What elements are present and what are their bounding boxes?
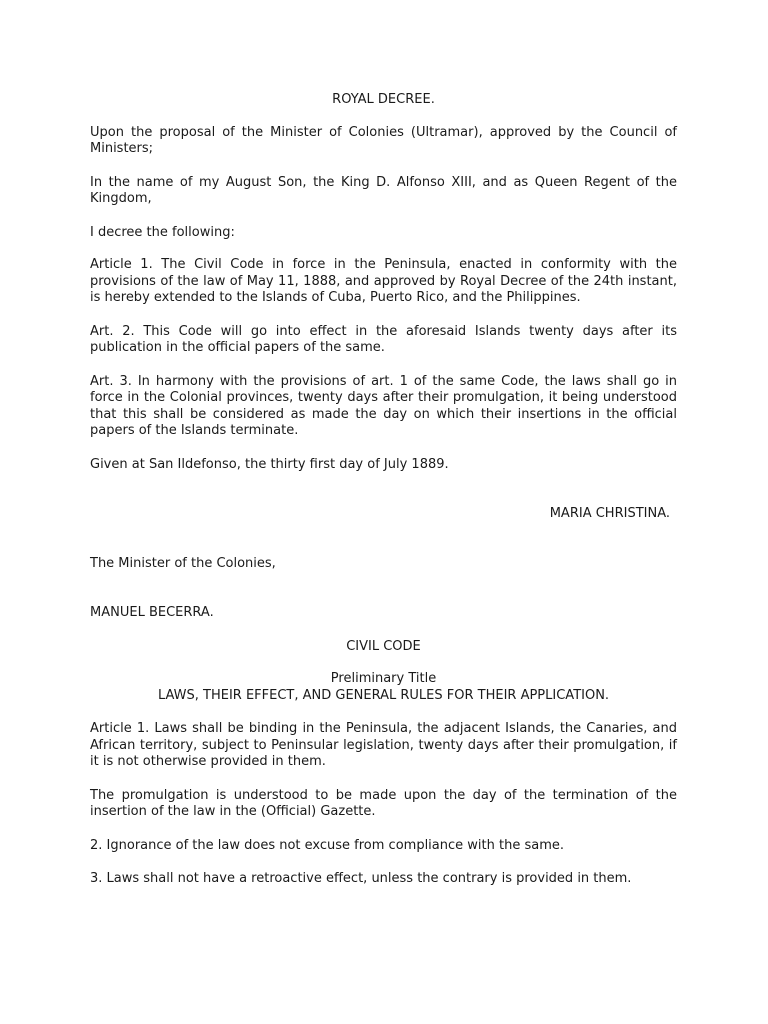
- preliminary-title: Preliminary Title: [330, 671, 437, 686]
- preliminary-heading: LAWS, THEIR EFFECT, AND GENERAL RULES FOR THEIR APPLICATION.: [157, 687, 610, 703]
- decree-article-1: Article 1. The Civil Code in force in the Peninsula, enacted in conformity with the provisions of the law of May 11, 1888, and approved by Royal Decree of the 24th instant, is hereby extended to the Islands of Cuba, Puerto Rico, and the Philippines.: [90, 257, 677, 305]
- document-page: [90, 92, 677, 888]
- decree-given-line: Given at San Ildefonso, the thirty first day of July 1889.: [90, 456, 449, 472]
- code-article-1: Article 1. Laws shall be binding in the Peninsula, the adjacent Islands, the Canaries, and African territory, subject to Peninsular legislation, twenty days after their promulgation, if it is not otherwise provided in them.: [90, 721, 677, 769]
- queen-signature: MARIA CHRISTINA.: [549, 506, 670, 521]
- code-title: CIVIL CODE: [346, 638, 421, 654]
- minister-name: MANUEL BECERRA.: [90, 605, 214, 620]
- decree-article-2: Art. 2. This Code will go into effect in the aforesaid Islands twenty days after its publication in the official papers of the same.: [90, 323, 677, 355]
- promulgation-paragraph: The promulgation is understood to be made upon the day of the termination of the insertion of the law in the (Official) Gazette.: [90, 787, 677, 819]
- decree-intro-line: I decree the following:: [90, 224, 235, 240]
- decree-article-3: Art. 3. In harmony with the provisions of art. 1 of the same Code, the laws shall go in force in the Colonial provinces, twenty days after their promulgation, it being understood that this shall be considered as made the day on which their insertions in the official papers of the Islands terminate.: [90, 373, 677, 438]
- minister-label: The Minister of the Colonies,: [90, 555, 276, 571]
- decree-proposal-paragraph: Upon the proposal of the Minister of Colonies (Ultramar), approved by the Council of Ministers;: [90, 124, 677, 156]
- code-article-2: 2. Ignorance of the law does not excuse from compliance with the same.: [90, 837, 564, 853]
- decree-name-paragraph: In the name of my August Son, the King D. Alfonso XIII, and as Queen Regent of the Kingdom,: [90, 174, 677, 206]
- code-article-3: 3. Laws shall not have a retroactive effect, unless the contrary is provided in them.: [90, 871, 632, 886]
- decree-title: ROYAL DECREE.: [332, 92, 435, 107]
